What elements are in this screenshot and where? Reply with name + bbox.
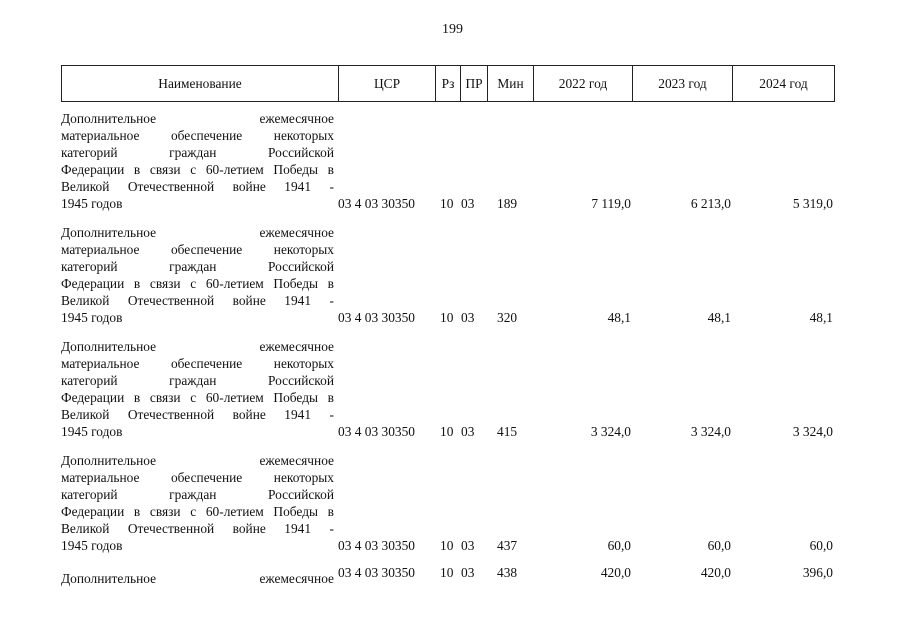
row-min: 437 [497, 538, 518, 553]
row-name-line: Великой Отечественной войне 1941 - [61, 179, 334, 195]
row-name-line: Дополнительное ежемесячное [61, 453, 334, 468]
row-value-2023: 48,1 [707, 310, 731, 325]
row-name [61, 110, 334, 213]
row-name-line: Дополнительное ежемесячное [61, 571, 334, 586]
row-min: 189 [497, 196, 518, 211]
row-value-2022: 48,1 [607, 310, 631, 325]
row-name-line: 1945 годов [61, 196, 123, 212]
row-name-line: материальное обеспечение некоторых [61, 128, 334, 144]
row-value-2023: 6 213,0 [690, 196, 731, 211]
row-name-line: 1945 годов [61, 424, 123, 440]
row-value-2023: 60,0 [707, 538, 731, 553]
header-year-2024: 2024 год [759, 76, 808, 91]
row-name-line: Великой Отечественной войне 1941 - [61, 407, 334, 423]
row-min: 320 [497, 310, 518, 325]
row-value-2023: 3 324,0 [690, 424, 731, 439]
row-name [61, 570, 334, 587]
row-pr: 03 [461, 196, 475, 211]
row-name-line: 1945 годов [61, 538, 123, 554]
row-value-2024: 60,0 [809, 538, 833, 553]
row-min: 438 [497, 565, 518, 580]
row-pr: 03 [461, 310, 475, 325]
row-rz: 10 [440, 538, 454, 553]
row-name-line: материальное обеспечение некоторых [61, 470, 334, 486]
row-rz: 10 [440, 310, 454, 325]
row-name-line: Дополнительное ежемесячное [61, 339, 334, 354]
row-name [61, 452, 334, 555]
header-rz: Рз [436, 66, 461, 101]
row-min: 415 [497, 424, 518, 439]
header-year-2023: 2023 год [633, 66, 733, 101]
row-value-2022: 7 119,0 [591, 196, 631, 211]
row-pr: 03 [461, 565, 475, 580]
row-name-line: категорий граждан Российской [61, 145, 334, 161]
header-csr: ЦСР [339, 66, 436, 101]
row-name-line: Федерации в связи с 60-летием Победы в [61, 162, 334, 178]
table-header [61, 65, 835, 102]
row-csr: 03 4 03 30350 [338, 538, 415, 553]
page-number: 199 [442, 22, 463, 37]
row-rz: 10 [440, 565, 454, 580]
row-value-2024: 48,1 [809, 310, 833, 325]
row-name-line: категорий граждан Российской [61, 259, 334, 275]
row-name-line: Великой Отечественной войне 1941 - [61, 293, 334, 309]
row-value-2022: 3 324,0 [590, 424, 631, 439]
row-value-2024: 5 319,0 [792, 196, 833, 211]
row-rz: 10 [440, 196, 454, 211]
header-pr: ПР [461, 66, 488, 101]
row-value-2022: 420,0 [600, 565, 631, 580]
row-name-line: материальное обеспечение некоторых [61, 242, 334, 258]
row-value-2024: 3 324,0 [792, 424, 833, 439]
row-value-2024: 396,0 [802, 565, 833, 580]
row-name [61, 338, 334, 441]
row-name-line: категорий граждан Российской [61, 487, 334, 503]
row-name-line: Федерации в связи с 60-летием Победы в [61, 276, 334, 292]
header-min: Мин [488, 66, 534, 101]
row-name-line: Федерации в связи с 60-летием Победы в [61, 504, 334, 520]
row-name-line: Федерации в связи с 60-летием Победы в [61, 390, 334, 406]
header-name: Наименование [62, 66, 339, 101]
row-pr: 03 [461, 424, 475, 439]
row-name-line: Дополнительное ежемесячное [61, 111, 334, 126]
row-value-2023: 420,0 [700, 565, 731, 580]
row-name-line: материальное обеспечение некоторых [61, 356, 334, 372]
row-name-line: Дополнительное ежемесячное [61, 225, 334, 240]
row-name [61, 224, 334, 327]
row-csr: 03 4 03 30350 [338, 565, 415, 580]
row-rz: 10 [440, 424, 454, 439]
header-year-2022: 2022 год [534, 66, 633, 101]
row-value-2022: 60,0 [607, 538, 631, 553]
row-name-line: Великой Отечественной войне 1941 - [61, 521, 334, 537]
row-pr: 03 [461, 538, 475, 553]
row-name-line: 1945 годов [61, 310, 123, 326]
row-name-line: категорий граждан Российской [61, 373, 334, 389]
row-csr: 03 4 03 30350 [338, 310, 415, 325]
row-csr: 03 4 03 30350 [338, 424, 415, 439]
row-csr: 03 4 03 30350 [338, 196, 415, 211]
